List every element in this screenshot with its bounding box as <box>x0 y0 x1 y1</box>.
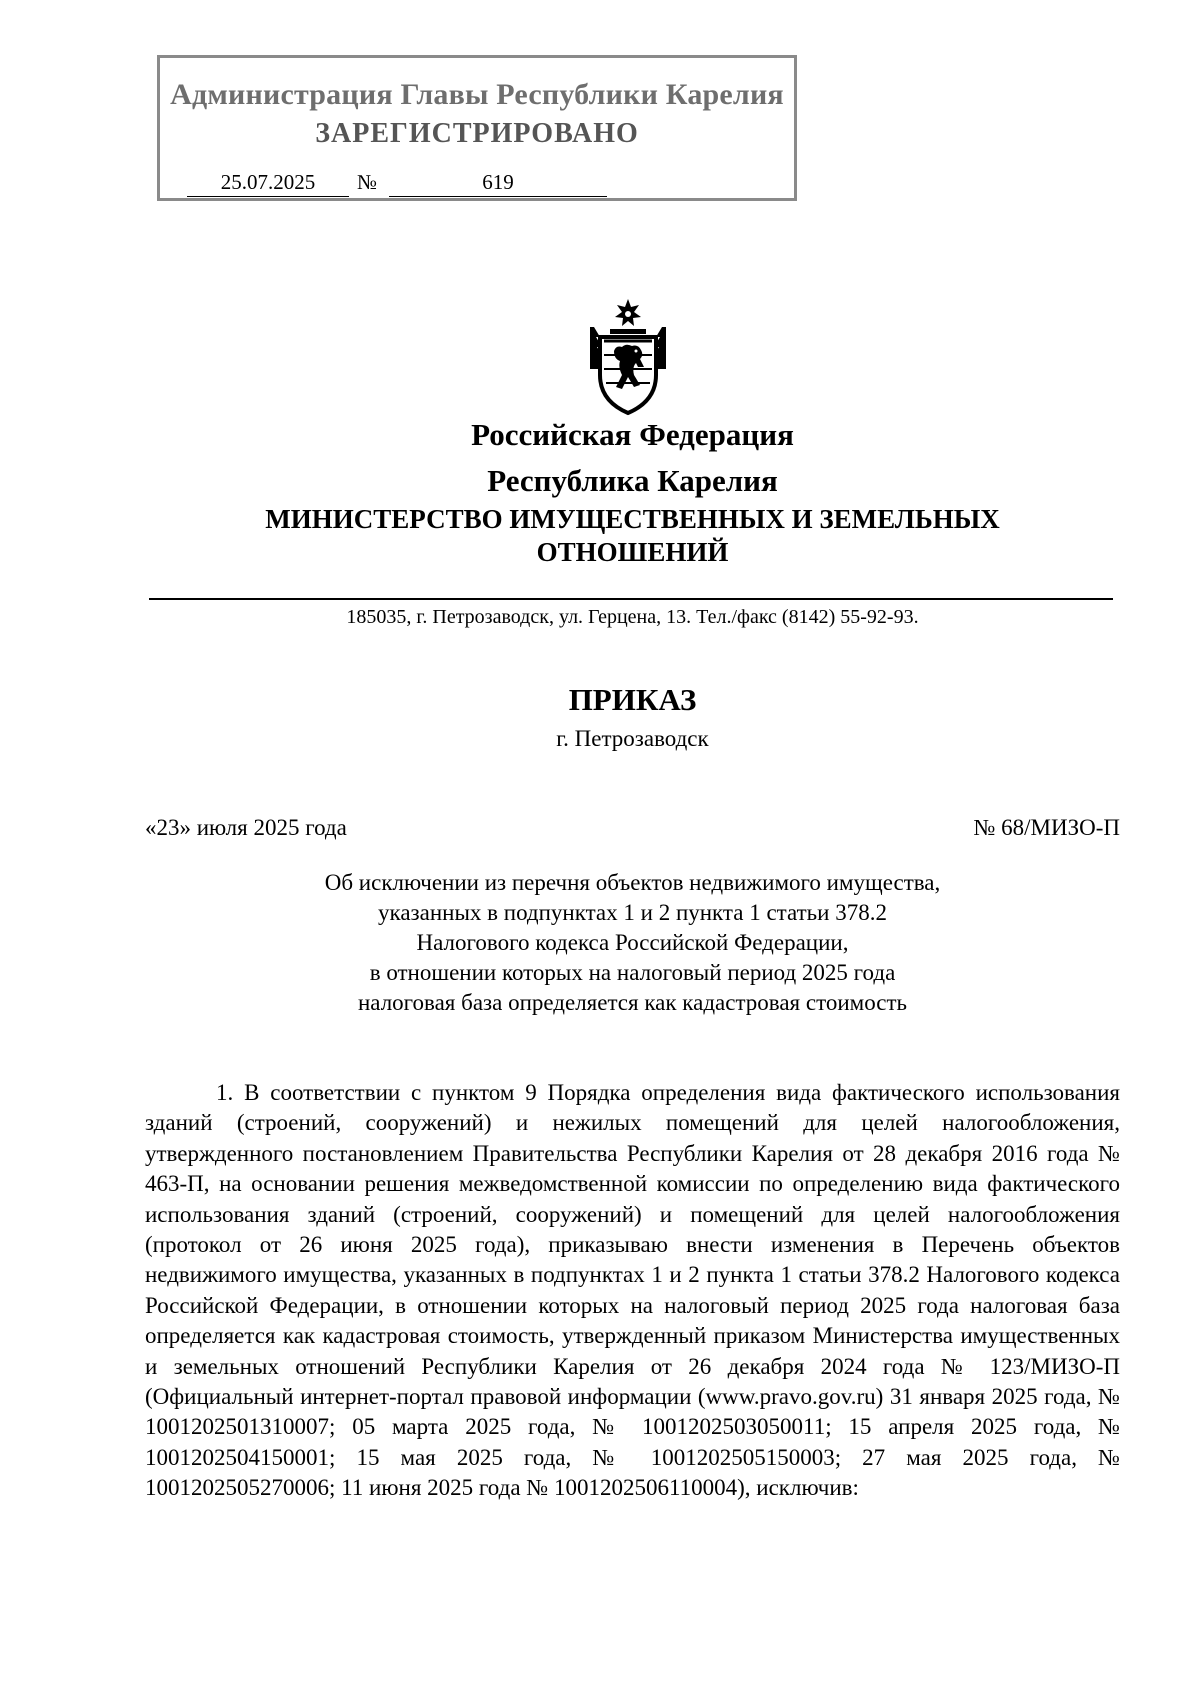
order-date: «23» июля 2025 года <box>145 815 347 840</box>
stamp-number-label: № <box>357 170 378 194</box>
stamp-date: 25.07.2025 <box>187 170 349 197</box>
body-paragraph-1: 1. В соответствии с пунктом 9 Порядка определения вида фактического использования зданий (строений, сооружений) и нежилых помещений для целей налогообложения, утвержденного постановлением Правительства Республики Карелия от 28 декабря 2016 года № 463-П, на основании решения межведомственной комиссии по определению вида фактического использования зданий (строений, сооружений) и помещений для целей налогообложения (протокол от 26 июня 2025 года), приказываю внести изменения в Перечень объектов недвижимого имущества, указанных в подпунктах 1 и 2 пункта 1 статьи 378.2 Налогового кодекса Российской Федерации, в отношении которых на налоговый период 2025 года налоговая база определяется как кадастровая стоимость, утвержденный приказом Министерства имущественных и земельных отношений Республики Карелия от 26 декабря 2024 года № 123/МИЗО-П (Официальный интернет-портал правовой информации (www.pravo.gov.ru) 31 января 2025 года, № 1001202501310007; 05 марта 2025 года, № 1001202503050011; 15 апреля 2025 года, № 1001202504150001; 15 мая 2025 года, № 1001202505150003; 27 мая 2025 года, № 1001202505270006; 11 июня 2025 года № 1001202506110004), исключив: <box>145 1080 1120 1501</box>
ministry-heading-line2: ОТНОШЕНИЙ <box>536 537 729 567</box>
stamp-number: 619 <box>389 170 607 197</box>
subject-line: Налогового кодекса Российской Федерации, <box>416 930 849 955</box>
subject-line: в отношении которых на налоговый период 2025 года <box>369 960 896 985</box>
registration-stamp <box>157 55 797 201</box>
republic-heading: Республика Карелия <box>487 463 778 498</box>
country-heading: Российская Федерация <box>471 417 794 452</box>
header-divider <box>149 598 1113 600</box>
subject-line: указанных в подпунктах 1 и 2 пункта 1 статьи 378.2 <box>378 900 887 925</box>
order-number: № 68/МИЗО-П <box>973 815 1120 840</box>
stamp-title: Администрация Главы Республики Карелия <box>170 78 784 111</box>
subject-line: налоговая база определяется как кадастровая стоимость <box>357 990 908 1015</box>
subject-line: Об исключении из перечня объектов недвижимого имущества, <box>324 870 941 895</box>
karelia-coat-of-arms-icon <box>586 297 670 417</box>
stamp-registered-label: ЗАРЕГИСТРИРОВАНО <box>315 118 639 149</box>
order-city: г. Петрозаводск <box>556 726 709 751</box>
ministry-heading-line1: МИНИСТЕРСТВО ИМУЩЕСТВЕННЫХ И ЗЕМЕЛЬНЫХ <box>265 504 1000 534</box>
ministry-heading <box>145 503 1120 569</box>
order-title: ПРИКАЗ <box>568 682 697 717</box>
ministry-address: 185035, г. Петрозаводск, ул. Герцена, 13. Тел./факс (8142) 55-92-93. <box>346 606 919 628</box>
order-subject <box>145 868 1120 1018</box>
